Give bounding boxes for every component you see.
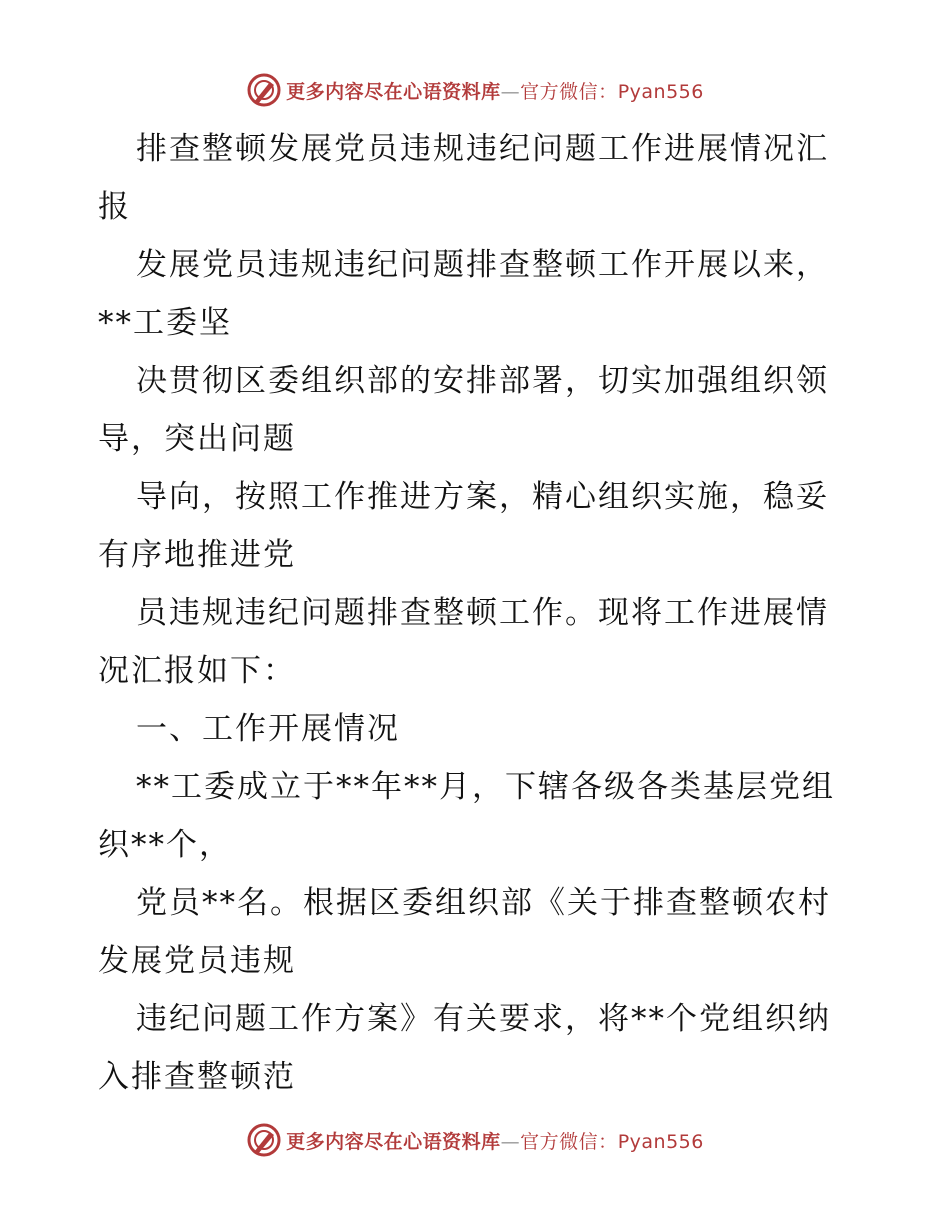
header-banner-text bbox=[286, 77, 704, 104]
paragraph-line: 发展党员违规 bbox=[98, 943, 296, 979]
paragraph-line: 况汇报如下： bbox=[98, 653, 296, 689]
paragraph-line: 员违规违纪问题排查整顿工作。现将工作进展情 bbox=[136, 595, 829, 631]
paragraph-line: 党员**名。根据区委组织部《关于排查整顿农村 bbox=[136, 885, 831, 921]
document-title-line-2: 报 bbox=[98, 189, 131, 225]
footer-watermark bbox=[0, 1120, 950, 1160]
paragraph-line: 入排查整顿范 bbox=[98, 1059, 296, 1095]
paragraph-line: 导向，按照工作推进方案，精心组织实施，稳妥 bbox=[136, 479, 829, 515]
footer-separator: — bbox=[500, 1130, 521, 1153]
header-wechat-label: 官方微信： bbox=[520, 80, 618, 103]
paragraph-line: 决贯彻区委组织部的安排部署，切实加强组织领 bbox=[136, 363, 829, 399]
pen-logo-icon bbox=[246, 1122, 282, 1158]
paragraph-line: 织**个， bbox=[98, 827, 232, 863]
header-separator: — bbox=[500, 80, 521, 103]
paragraph-line: 发展党员违规违纪问题排查整顿工作开展以来， bbox=[136, 247, 829, 283]
footer-wechat-id: Pyan556 bbox=[617, 1130, 704, 1153]
footer-banner-text bbox=[286, 1127, 704, 1154]
paragraph-line: **工委成立于**年**月，下辖各级各类基层党组 bbox=[136, 769, 835, 805]
document-title-line-1: 排查整顿发展党员违规违纪问题工作进展情况汇 bbox=[136, 131, 829, 167]
document-body bbox=[98, 120, 868, 1106]
header-wechat-id: Pyan556 bbox=[617, 80, 704, 103]
footer-wechat-label: 官方微信： bbox=[520, 1130, 618, 1153]
paragraph-line: **工委坚 bbox=[98, 305, 232, 341]
footer-brand: 更多内容尽在心语资料库 bbox=[286, 1130, 501, 1153]
paragraph-line: 导，突出问题 bbox=[98, 421, 296, 457]
section-heading: 一、工作开展情况 bbox=[136, 711, 400, 747]
pen-logo-icon bbox=[246, 72, 282, 108]
header-watermark bbox=[0, 70, 950, 110]
paragraph-line: 违纪问题工作方案》有关要求，将**个党组织纳 bbox=[136, 1001, 831, 1037]
paragraph-line: 有序地推进党 bbox=[98, 537, 296, 573]
header-brand: 更多内容尽在心语资料库 bbox=[286, 80, 501, 103]
